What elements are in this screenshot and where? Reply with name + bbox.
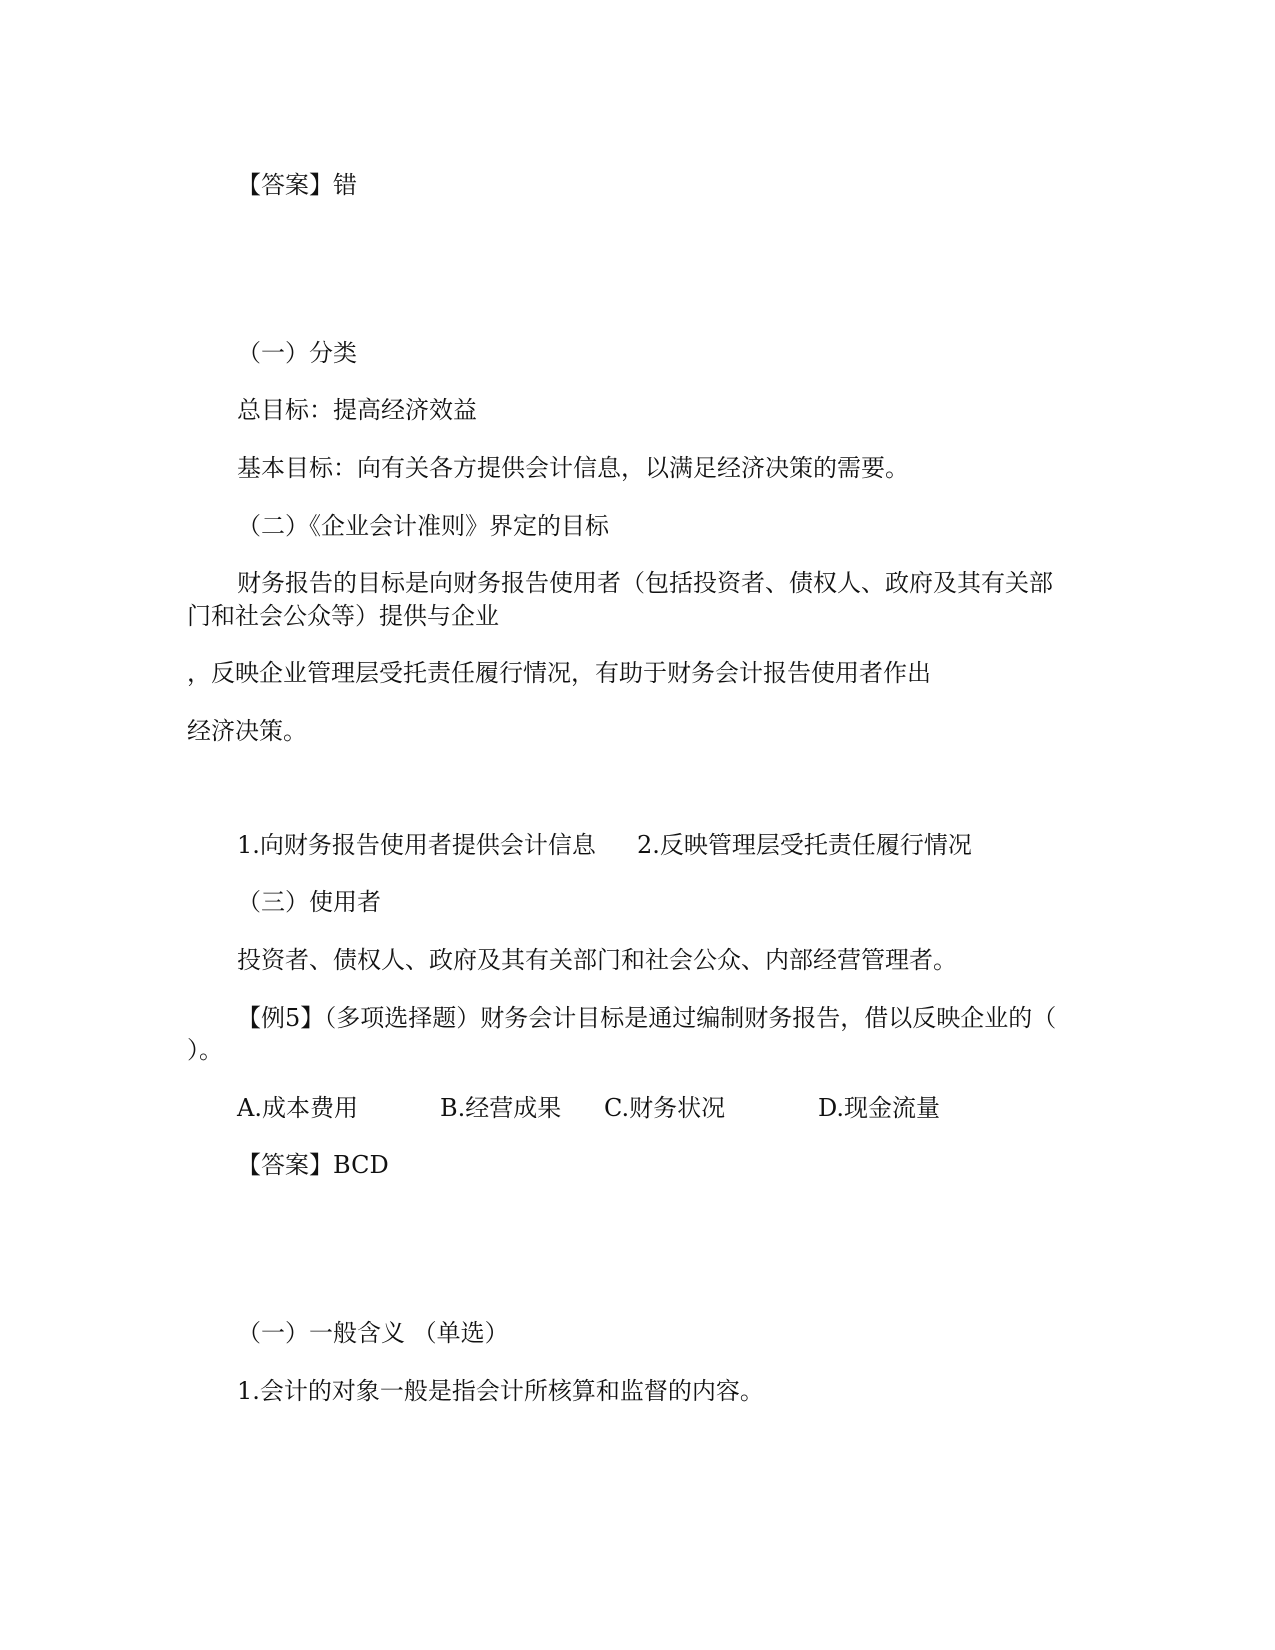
goal-item-2: 2.反映管理层受托责任履行情况	[637, 831, 972, 859]
option-b: B.经营成果	[440, 1094, 562, 1122]
paragraph-line-2: 门和社会公众等）提供与企业	[187, 602, 499, 630]
paragraph-line-3: ，反映企业管理层受托责任履行情况，有助于财务会计报告使用者作出	[187, 659, 931, 687]
paragraph-line-1: 财务报告的目标是向财务报告使用者（包括投资者、债权人、政府及其有关部	[237, 569, 1053, 597]
section-heading-users: （三）使用者	[237, 888, 381, 916]
basic-goal-line: 基本目标：向有关各方提供会计信息，以满足经济决策的需要。	[237, 454, 909, 482]
option-c: C.财务状况	[604, 1094, 726, 1122]
example-5-question-line-2: ）。	[187, 1036, 223, 1064]
answer-line-2: 【答案】BCD	[237, 1151, 389, 1179]
accounting-object-definition: 1.会计的对象一般是指会计所核算和监督的内容。	[237, 1377, 764, 1405]
total-goal-line: 总目标：提高经济效益	[237, 396, 477, 424]
example-5-question-line-1: 【例5】（多项选择题）财务会计目标是通过编制财务报告，借以反映企业的（	[237, 1004, 1057, 1032]
users-line: 投资者、债权人、政府及其有关部门和社会公众、内部经营管理者。	[237, 946, 957, 974]
section-heading-classification: （一）分类	[237, 339, 357, 367]
option-d: D.现金流量	[818, 1094, 941, 1122]
answer-line-1: 【答案】错	[237, 171, 357, 199]
paragraph-line-4: 经济决策。	[187, 717, 307, 745]
goal-item-1: 1.向财务报告使用者提供会计信息	[237, 831, 596, 859]
section-heading-standards-goal: （二）《企业会计准则》界定的目标	[237, 512, 609, 540]
option-a: A.成本费用	[237, 1094, 358, 1122]
section-heading-general-meaning: （一）一般含义 （单选）	[237, 1319, 509, 1347]
